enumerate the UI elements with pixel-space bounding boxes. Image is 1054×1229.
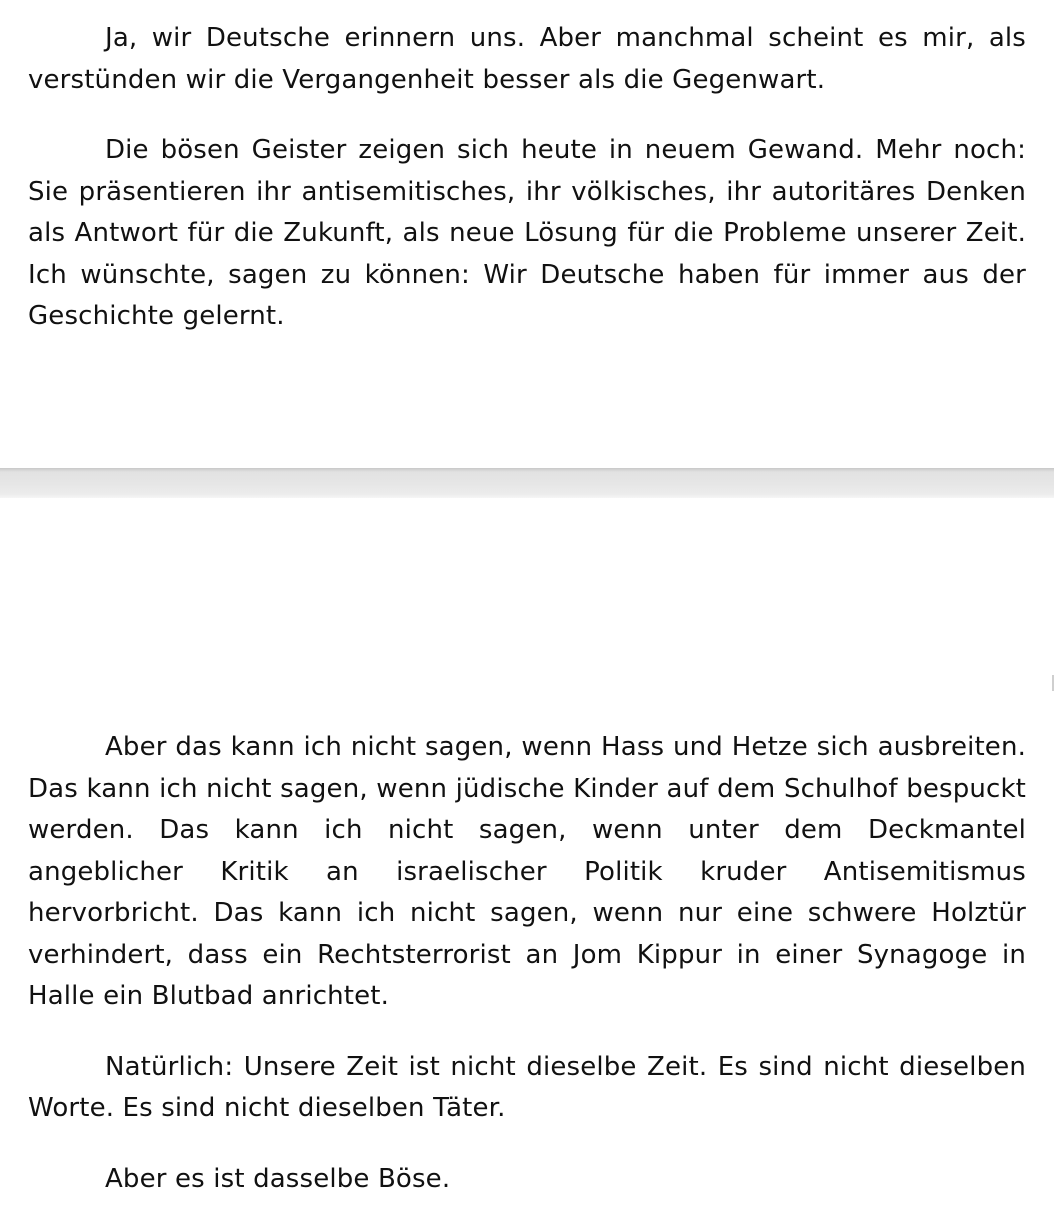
page-separator: [0, 468, 1054, 498]
paragraph: Aber es ist dasselbe Böse.: [105, 1163, 451, 1194]
paragraph: Natürlich: Unsere Zeit ist nicht dieselbe Zeit. Es sind nicht dieselben Worte. Es sind nicht dieselben Täter.: [28, 1051, 1026, 1123]
document-page-2: [0, 498, 1054, 1200]
page-2-text: [28, 727, 1026, 1229]
page-1-text: [28, 18, 1026, 367]
paragraph: Ja, wir Deutsche erinnern uns. Aber manchmal scheint es mir, als verstünden wir die Vergangenheit besser als die Gegenwart.: [28, 23, 1026, 95]
paragraph: Die bösen Geister zeigen sich heute in neuem Gewand. Mehr noch: Sie präsentieren ihr antisemitisches, ihr völkisches, ihr autoritäres Denken als Antwort für die Zukunft, als neue Lösung für die Probleme unserer Zeit. Ich wünschte, sagen zu können: Wir Deutsche haben für immer aus der Geschichte gelernt.: [28, 135, 1026, 331]
paragraph: Aber das kann ich nicht sagen, wenn Hass und Hetze sich ausbreiten. Das kann ich nicht sagen, wenn jüdische Kinder auf dem Schulhof bespuckt werden. Das kann ich nicht sagen, wenn unter dem Deckmantel angeblicher Kritik an israelischer Politik kruder Antisemitismus hervorbricht. Das kann ich nicht sagen, wenn nur eine schwere Holztür verhindert, dass ein Rechtsterrorist an Jom Kippur in einer Synagoge in Halle ein Blutbad anrichtet.: [28, 732, 1026, 1011]
document-page-1: [0, 0, 1054, 468]
